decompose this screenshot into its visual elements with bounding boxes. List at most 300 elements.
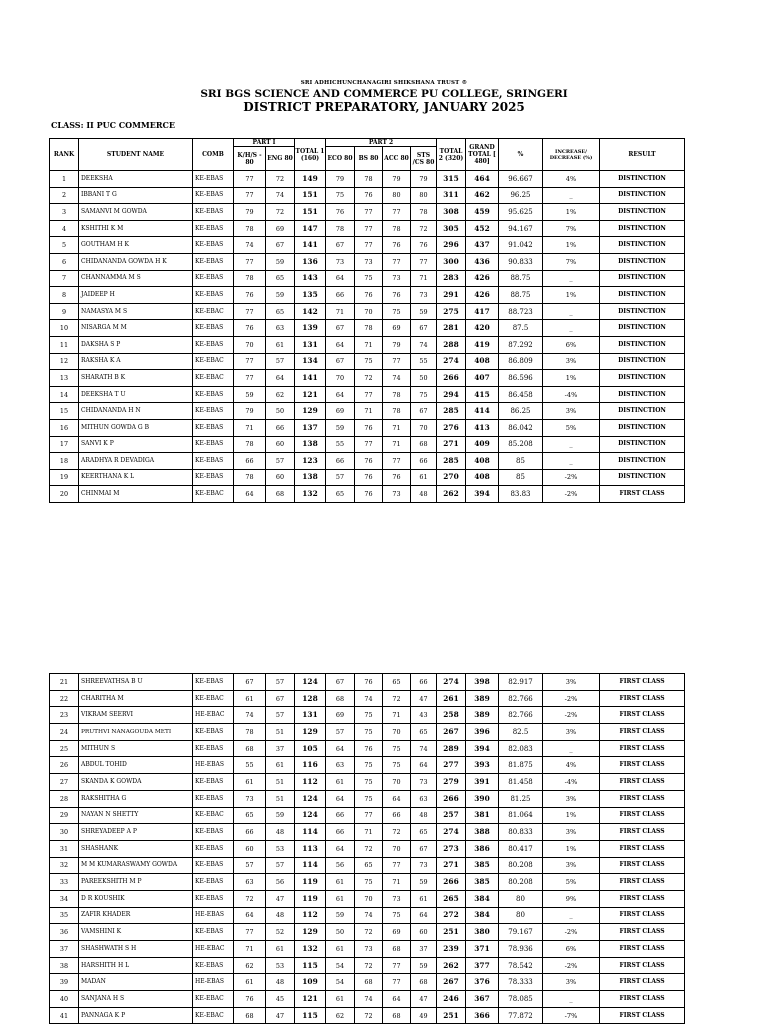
cell-rank: 32 [50, 857, 79, 874]
cell-acc: 75 [383, 740, 411, 757]
cell-comb: KE-EBAS [193, 386, 234, 403]
cell-increase: 6% [543, 941, 600, 958]
cell-rank: 1 [50, 171, 79, 188]
cell-eng: 66 [266, 419, 295, 436]
cell-grand-total: 462 [466, 187, 499, 204]
cell-rank: 13 [50, 370, 79, 387]
cell-eng: 47 [266, 1007, 295, 1024]
cell-sts: 80 [411, 187, 437, 204]
cell-rank: 37 [50, 941, 79, 958]
cell-student-name: KEERTHANA K L [79, 469, 193, 486]
cell-percent: 95.625 [499, 204, 543, 221]
cell-bs: 77 [355, 436, 383, 453]
cell-percent: 80.208 [499, 857, 543, 874]
cell-eco: 63 [326, 757, 355, 774]
cell-bs: 78 [355, 171, 383, 188]
cell-eng: 50 [266, 403, 295, 420]
cell-percent: 78.936 [499, 941, 543, 958]
table-row [50, 287, 685, 304]
cell-comb: KE-EBAS [193, 320, 234, 337]
cell-student-name: SHREYADEEP A P [79, 824, 193, 841]
cell-eng: 47 [266, 890, 295, 907]
cell-acc: 77 [383, 204, 411, 221]
cell-total1: 119 [295, 890, 326, 907]
cell-eco: 76 [326, 204, 355, 221]
cell-increase: -2% [543, 469, 600, 486]
cell-acc: 71 [383, 419, 411, 436]
col-eco: ECO 80 [326, 147, 355, 171]
cell-increase: _ [543, 740, 600, 757]
cell-total2: 300 [437, 253, 466, 270]
cell-grand-total: 385 [466, 857, 499, 874]
cell-total1: 124 [295, 807, 326, 824]
cell-rank: 25 [50, 740, 79, 757]
cell-increase: 3% [543, 974, 600, 991]
cell-comb: KE-EBAC [193, 353, 234, 370]
cell-student-name: IBBANI T G [79, 187, 193, 204]
cell-comb: KE-EBAS [193, 419, 234, 436]
cell-percent: 82.766 [499, 707, 543, 724]
cell-increase: -4% [543, 774, 600, 791]
cell-total2: 294 [437, 386, 466, 403]
cell-increase: 3% [543, 824, 600, 841]
cell-eco: 59 [326, 419, 355, 436]
cell-comb: KE-EBAC [193, 991, 234, 1008]
cell-bs: 71 [355, 403, 383, 420]
cell-percent: 90.833 [499, 253, 543, 270]
cell-percent: 82.917 [499, 674, 543, 691]
cell-result: DISTINCTION [600, 303, 685, 320]
cell-acc: 71 [383, 436, 411, 453]
cell-grand-total: 388 [466, 824, 499, 841]
cell-eng: 59 [266, 807, 295, 824]
cell-rank: 40 [50, 991, 79, 1008]
cell-grand-total: 384 [466, 907, 499, 924]
cell-eng: 65 [266, 303, 295, 320]
cell-result: FIRST CLASS [600, 486, 685, 503]
cell-percent: 80.833 [499, 824, 543, 841]
cell-grand-total: 408 [466, 353, 499, 370]
cell-total2: 257 [437, 807, 466, 824]
cell-rank: 14 [50, 386, 79, 403]
cell-khs: 78 [234, 724, 266, 741]
cell-khs: 64 [234, 907, 266, 924]
cell-sts: 70 [411, 419, 437, 436]
cell-percent: 80 [499, 907, 543, 924]
cell-result: FIRST CLASS [600, 857, 685, 874]
cell-eco: 64 [326, 740, 355, 757]
col-total1: TOTAL 1 (160) [295, 139, 326, 171]
cell-eco: 61 [326, 774, 355, 791]
cell-percent: 91.042 [499, 237, 543, 254]
cell-increase: _ [543, 303, 600, 320]
cell-student-name: SHASHWATH S H [79, 941, 193, 958]
cell-comb: KE-EBAS [193, 740, 234, 757]
cell-eco: 68 [326, 690, 355, 707]
cell-student-name: RAKSHITHA G [79, 790, 193, 807]
cell-percent: 82.766 [499, 690, 543, 707]
cell-rank: 11 [50, 336, 79, 353]
cell-increase: _ [543, 907, 600, 924]
cell-eng: 57 [266, 353, 295, 370]
cell-student-name: DAKSHA S P [79, 336, 193, 353]
cell-khs: 71 [234, 419, 266, 436]
cell-result: FIRST CLASS [600, 757, 685, 774]
college-name: SRI BGS SCIENCE AND COMMERCE PU COLLEGE, SRINGERI [200, 88, 568, 100]
cell-total1: 139 [295, 320, 326, 337]
cell-acc: 68 [383, 1007, 411, 1024]
cell-total1: 137 [295, 419, 326, 436]
cell-khs: 60 [234, 840, 266, 857]
cell-eng: 48 [266, 907, 295, 924]
table-row [50, 724, 685, 741]
cell-grand-total: 380 [466, 924, 499, 941]
cell-total2: 311 [437, 187, 466, 204]
col-part2: PART 2 [326, 139, 437, 147]
cell-rank: 6 [50, 253, 79, 270]
cell-khs: 59 [234, 386, 266, 403]
cell-student-name: VIKRAM SEERVI [79, 707, 193, 724]
table-row [50, 237, 685, 254]
cell-result: DISTINCTION [600, 386, 685, 403]
cell-comb: KE-EBAS [193, 857, 234, 874]
cell-rank: 34 [50, 890, 79, 907]
cell-rank: 7 [50, 270, 79, 287]
cell-acc: 77 [383, 974, 411, 991]
table-row [50, 924, 685, 941]
cell-sts: 48 [411, 807, 437, 824]
cell-student-name: SANVI K P [79, 436, 193, 453]
cell-eco: 71 [326, 303, 355, 320]
cell-percent: 81.25 [499, 790, 543, 807]
table-row [50, 991, 685, 1008]
cell-rank: 23 [50, 707, 79, 724]
cell-grand-total: 394 [466, 486, 499, 503]
cell-total2: 267 [437, 724, 466, 741]
table-row [50, 419, 685, 436]
cell-total2: 271 [437, 436, 466, 453]
cell-bs: 77 [355, 237, 383, 254]
cell-sts: 67 [411, 320, 437, 337]
cell-increase: -2% [543, 957, 600, 974]
cell-rank: 26 [50, 757, 79, 774]
table-row [50, 469, 685, 486]
cell-khs: 77 [234, 353, 266, 370]
cell-percent: 78.085 [499, 991, 543, 1008]
cell-grand-total: 409 [466, 436, 499, 453]
cell-eco: 67 [326, 353, 355, 370]
cell-total1: 124 [295, 790, 326, 807]
table-row [50, 874, 685, 891]
cell-total2: 239 [437, 941, 466, 958]
table-row [50, 774, 685, 791]
cell-percent: 86.458 [499, 386, 543, 403]
cell-total1: 131 [295, 707, 326, 724]
cell-khs: 78 [234, 270, 266, 287]
cell-increase: 4% [543, 757, 600, 774]
cell-total1: 121 [295, 386, 326, 403]
cell-comb: KE-EBAS [193, 204, 234, 221]
cell-grand-total: 417 [466, 303, 499, 320]
cell-rank: 29 [50, 807, 79, 824]
cell-comb: HE-EBAS [193, 974, 234, 991]
cell-result: FIRST CLASS [600, 740, 685, 757]
cell-bs: 76 [355, 187, 383, 204]
cell-khs: 64 [234, 486, 266, 503]
cell-eco: 50 [326, 924, 355, 941]
cell-total2: 271 [437, 857, 466, 874]
cell-eng: 57 [266, 674, 295, 691]
cell-khs: 77 [234, 171, 266, 188]
cell-grand-total: 413 [466, 419, 499, 436]
cell-khs: 77 [234, 187, 266, 204]
cell-bs: 76 [355, 740, 383, 757]
cell-grand-total: 426 [466, 287, 499, 304]
cell-increase: 9% [543, 890, 600, 907]
cell-percent: 78.333 [499, 974, 543, 991]
cell-total1: 121 [295, 991, 326, 1008]
cell-khs: 62 [234, 957, 266, 974]
col-result: RESULT [600, 139, 685, 171]
cell-total2: 289 [437, 740, 466, 757]
cell-increase: 1% [543, 287, 600, 304]
cell-rank: 28 [50, 790, 79, 807]
cell-acc: 64 [383, 790, 411, 807]
cell-result: DISTINCTION [600, 370, 685, 387]
cell-grand-total: 464 [466, 171, 499, 188]
cell-acc: 73 [383, 270, 411, 287]
table-row [50, 320, 685, 337]
cell-increase: -4% [543, 386, 600, 403]
cell-total1: 129 [295, 724, 326, 741]
cell-bs: 65 [355, 857, 383, 874]
cell-khs: 65 [234, 807, 266, 824]
cell-eng: 64 [266, 370, 295, 387]
table-row [50, 353, 685, 370]
cell-total1: 147 [295, 220, 326, 237]
cell-khs: 76 [234, 991, 266, 1008]
cell-result: FIRST CLASS [600, 907, 685, 924]
cell-increase: 3% [543, 353, 600, 370]
cell-comb: KE-EBAS [193, 270, 234, 287]
cell-sts: 73 [411, 774, 437, 791]
cell-acc: 77 [383, 957, 411, 974]
cell-result: DISTINCTION [600, 253, 685, 270]
cell-sts: 61 [411, 469, 437, 486]
exam-title: DISTRICT PREPARATORY, JANUARY 2025 [243, 100, 525, 114]
cell-bs: 74 [355, 991, 383, 1008]
cell-eco: 59 [326, 907, 355, 924]
cell-increase: -7% [543, 1007, 600, 1024]
cell-percent: 85 [499, 453, 543, 470]
cell-bs: 75 [355, 707, 383, 724]
cell-total1: 112 [295, 774, 326, 791]
cell-increase: _ [543, 991, 600, 1008]
cell-grand-total: 426 [466, 270, 499, 287]
cell-total2: 258 [437, 707, 466, 724]
cell-result: DISTINCTION [600, 469, 685, 486]
cell-bs: 77 [355, 204, 383, 221]
col-comb: COMB [193, 139, 234, 171]
cell-percent: 80.208 [499, 874, 543, 891]
cell-student-name: DEEKSHA T U [79, 386, 193, 403]
cell-total2: 305 [437, 220, 466, 237]
cell-sts: 73 [411, 857, 437, 874]
table-row [50, 941, 685, 958]
table-row [50, 336, 685, 353]
cell-bs: 75 [355, 724, 383, 741]
cell-sts: 66 [411, 453, 437, 470]
cell-rank: 41 [50, 1007, 79, 1024]
cell-grand-total: 381 [466, 807, 499, 824]
cell-sts: 74 [411, 740, 437, 757]
table-row [50, 840, 685, 857]
cell-grand-total: 398 [466, 674, 499, 691]
cell-acc: 78 [383, 403, 411, 420]
cell-result: DISTINCTION [600, 187, 685, 204]
cell-total2: 281 [437, 320, 466, 337]
cell-result: DISTINCTION [600, 453, 685, 470]
cell-student-name: CHIDANANDA GOWDA H K [79, 253, 193, 270]
cell-acc: 72 [383, 824, 411, 841]
cell-eng: 62 [266, 386, 295, 403]
cell-eco: 57 [326, 724, 355, 741]
results-table-page1 [49, 138, 685, 503]
cell-rank: 4 [50, 220, 79, 237]
cell-total1: 129 [295, 403, 326, 420]
cell-bs: 75 [355, 790, 383, 807]
cell-comb: KE-EBAC [193, 486, 234, 503]
cell-eco: 67 [326, 674, 355, 691]
cell-grand-total: 452 [466, 220, 499, 237]
cell-grand-total: 371 [466, 941, 499, 958]
col-percent: % [499, 139, 543, 171]
cell-comb: KE-EBAS [193, 724, 234, 741]
cell-result: FIRST CLASS [600, 674, 685, 691]
cell-comb: KE-EBAS [193, 874, 234, 891]
cell-acc: 77 [383, 857, 411, 874]
cell-student-name: ARADHYA R DEVADIGA [79, 453, 193, 470]
cell-result: FIRST CLASS [600, 690, 685, 707]
cell-bs: 74 [355, 907, 383, 924]
cell-comb: KE-EBAS [193, 253, 234, 270]
cell-comb: KE-EBAS [193, 436, 234, 453]
cell-total2: 285 [437, 453, 466, 470]
cell-bs: 73 [355, 941, 383, 958]
cell-khs: 66 [234, 824, 266, 841]
cell-total2: 277 [437, 757, 466, 774]
cell-result: FIRST CLASS [600, 874, 685, 891]
col-grand-total: GRAND TOTAL [ 480] [466, 139, 499, 171]
cell-total1: 149 [295, 171, 326, 188]
cell-increase: 7% [543, 220, 600, 237]
cell-rank: 33 [50, 874, 79, 891]
cell-comb: KE-EBAS [193, 220, 234, 237]
cell-khs: 78 [234, 436, 266, 453]
cell-acc: 73 [383, 890, 411, 907]
cell-increase: _ [543, 436, 600, 453]
col-rank: RANK [50, 139, 79, 171]
cell-khs: 76 [234, 320, 266, 337]
cell-grand-total: 407 [466, 370, 499, 387]
cell-eco: 66 [326, 453, 355, 470]
cell-student-name: CHARITHA M [79, 690, 193, 707]
cell-result: DISTINCTION [600, 270, 685, 287]
cell-sts: 74 [411, 336, 437, 353]
cell-result: FIRST CLASS [600, 840, 685, 857]
table-row [50, 957, 685, 974]
cell-result: FIRST CLASS [600, 974, 685, 991]
cell-increase: 1% [543, 204, 600, 221]
cell-total1: 129 [295, 924, 326, 941]
cell-increase: 7% [543, 253, 600, 270]
cell-eng: 65 [266, 270, 295, 287]
cell-total2: 261 [437, 690, 466, 707]
cell-eng: 53 [266, 957, 295, 974]
cell-total2: 285 [437, 403, 466, 420]
cell-total2: 279 [437, 774, 466, 791]
table-row [50, 386, 685, 403]
cell-result: FIRST CLASS [600, 707, 685, 724]
cell-sts: 43 [411, 707, 437, 724]
cell-bs: 76 [355, 674, 383, 691]
cell-sts: 63 [411, 790, 437, 807]
cell-bs: 76 [355, 419, 383, 436]
cell-total1: 134 [295, 353, 326, 370]
col-bs: BS 80 [355, 147, 383, 171]
cell-increase: _ [543, 320, 600, 337]
cell-rank: 31 [50, 840, 79, 857]
cell-acc: 80 [383, 187, 411, 204]
cell-acc: 71 [383, 707, 411, 724]
cell-khs: 72 [234, 890, 266, 907]
cell-percent: 81.458 [499, 774, 543, 791]
cell-student-name: PRUTHVI NANAGOUDA METI [79, 724, 193, 741]
cell-grand-total: 394 [466, 740, 499, 757]
cell-result: DISTINCTION [600, 237, 685, 254]
cell-sts: 64 [411, 907, 437, 924]
cell-rank: 19 [50, 469, 79, 486]
table-row [50, 907, 685, 924]
cell-comb: KE-EBAS [193, 890, 234, 907]
cell-total1: 142 [295, 303, 326, 320]
cell-student-name: JAIDEEP H [79, 287, 193, 304]
cell-comb: KE-EBAS [193, 336, 234, 353]
cell-comb: KE-EBAS [193, 469, 234, 486]
cell-grand-total: 415 [466, 386, 499, 403]
table-row [50, 187, 685, 204]
cell-bs: 77 [355, 220, 383, 237]
cell-total1: 123 [295, 453, 326, 470]
cell-rank: 21 [50, 674, 79, 691]
cell-percent: 82.5 [499, 724, 543, 741]
table-row [50, 453, 685, 470]
cell-grand-total: 419 [466, 336, 499, 353]
cell-rank: 24 [50, 724, 79, 741]
cell-comb: KE-EBAC [193, 370, 234, 387]
cell-bs: 71 [355, 336, 383, 353]
cell-acc: 70 [383, 840, 411, 857]
cell-eng: 51 [266, 774, 295, 791]
cell-acc: 78 [383, 220, 411, 237]
table-row [50, 857, 685, 874]
cell-increase: _ [543, 270, 600, 287]
cell-eco: 64 [326, 840, 355, 857]
cell-comb: KE-EBAS [193, 287, 234, 304]
cell-sts: 67 [411, 840, 437, 857]
cell-eco: 61 [326, 874, 355, 891]
cell-acc: 64 [383, 991, 411, 1008]
